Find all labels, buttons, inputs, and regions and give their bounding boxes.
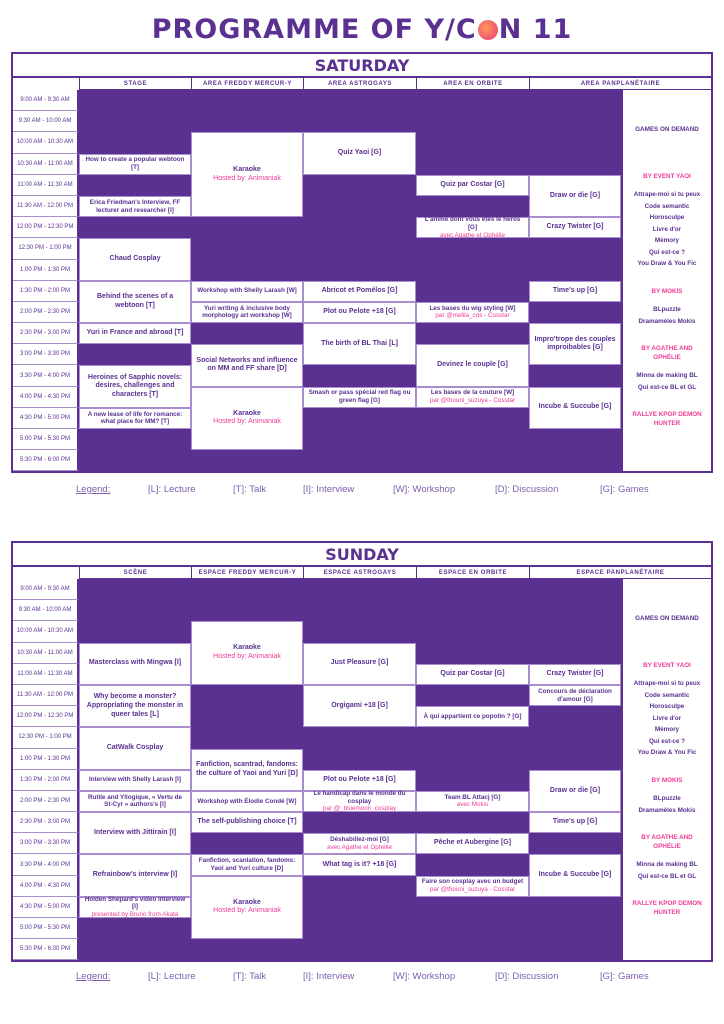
event-block	[416, 217, 529, 238]
event-title: Refrainbow's interview [I]	[92, 871, 178, 879]
time-slot: 10:30 AM - 11:00 AM	[13, 643, 79, 664]
time-slot: 3:00 PM - 3:30 PM	[13, 833, 79, 854]
event-block	[79, 408, 191, 429]
brand-logo-a: Y/C	[424, 14, 477, 45]
time-slot: 5:00 PM - 5:30 PM	[13, 918, 79, 939]
saturday-schedule	[11, 52, 713, 473]
games-item: BLpuzzle	[653, 306, 681, 313]
event-block	[416, 664, 529, 685]
event-title: Plot ou Pelote +18 [G]	[323, 775, 396, 783]
event-title: Quiz par Costar [G]	[440, 669, 505, 677]
games-item: Dramamèles Mokis	[638, 317, 696, 325]
time-slot: 5:30 PM - 6:00 PM	[13, 450, 79, 471]
games-item: Minna de making BL	[636, 372, 698, 379]
event-block	[529, 281, 621, 302]
legend-item: [W]: Workshop	[393, 484, 456, 495]
games-heading: GAMES ON DEMAND	[635, 615, 699, 622]
games-item: Livre d'or	[652, 714, 682, 722]
event-title: What tag is it? +18 [G]	[322, 860, 397, 868]
event-block	[79, 154, 191, 175]
legend-item: [T]: Talk	[233, 484, 267, 495]
games-item: Code semantic	[644, 691, 690, 699]
time-slot: 10:00 AM - 10:30 AM	[13, 132, 79, 153]
games-group-title: RALLYE KPOP DEMON HUNTER	[632, 900, 702, 916]
event-title: Orgigami +18 [G]	[331, 701, 388, 709]
games-item: Qui est-ce BL et GL	[637, 383, 697, 391]
event-title: L'anime dont vous êtes le héros [G]	[424, 215, 521, 231]
event-block	[303, 302, 416, 323]
event-title: Quiz Yaoi [G]	[337, 149, 382, 157]
event-title: Workshop with Sheily Larash [W]	[197, 287, 297, 295]
time-slot: 4:30 PM - 5:00 PM	[13, 897, 79, 918]
event-title: Chaud Cosplay	[109, 255, 161, 263]
event-block	[416, 833, 529, 854]
event-host: Hosted by: Animaniak	[213, 907, 281, 915]
page-title	[0, 14, 724, 45]
event-title: Incube & Succube [G]	[538, 403, 612, 411]
event-title: Interview with Jittirain [I]	[93, 828, 177, 836]
event-block	[303, 833, 416, 854]
event-block	[416, 387, 529, 408]
event-host: par @_bluemoon_cosplay	[322, 805, 397, 813]
event-block	[191, 791, 303, 812]
event-block	[303, 643, 416, 685]
event-title: Fanfiction, scantrad, fandoms: the culture of Yaoi and Yuri [D]	[196, 760, 298, 777]
games-item: Minna de making BL	[636, 861, 698, 868]
event-block	[529, 323, 621, 365]
event-block	[79, 238, 191, 280]
event-block	[303, 323, 416, 365]
event-block	[529, 685, 621, 706]
event-title: Time's up [G]	[552, 818, 598, 826]
event-title: Erica Friedman's Interview, FF lecturer and researcher [I]	[89, 198, 181, 214]
event-block	[529, 387, 621, 429]
legend-item: [T]: Talk	[233, 971, 267, 982]
time-slot: 9:00 AM - 9:30 AM	[13, 579, 79, 600]
schedule-grid	[13, 78, 711, 471]
games-group-title: BY MOKIS	[651, 776, 683, 784]
time-slot: 4:00 PM - 4:30 PM	[13, 387, 79, 408]
event-title: Faire son cosplay avec un budget	[421, 878, 524, 886]
games-on-demand-panel	[621, 90, 711, 471]
event-title: Incube & Succube [G]	[538, 871, 612, 879]
event-title: Quiz par Costar [G]	[440, 180, 505, 188]
event-block	[303, 387, 416, 408]
time-slot: 12:00 PM - 12:30 PM	[13, 706, 79, 727]
time-slot: 9:00 AM - 9:30 AM	[13, 90, 79, 111]
time-slot: 2:30 PM - 3:00 PM	[13, 323, 79, 344]
event-title: Les bases de la couture [W]	[430, 389, 515, 397]
event-host: avec Agathe et Ophélie	[326, 843, 393, 851]
column-header: AREA FREDDY MERCUR-Y	[191, 78, 303, 90]
event-block	[191, 876, 303, 940]
event-title: Pêche et Aubergine [G]	[433, 839, 512, 847]
event-block	[79, 770, 191, 791]
title-text: PROGRAMME OF	[151, 14, 425, 45]
event-host: par @melila_cos - Cosstar	[435, 312, 510, 320]
event-block	[529, 812, 621, 833]
event-title: Why become a monster? Appropriating the monster in queer tales [L]	[86, 693, 184, 718]
games-item: Code semantic	[644, 202, 690, 210]
event-block	[191, 281, 303, 302]
event-title: Crazy Twister [G]	[546, 223, 604, 231]
event-block	[191, 344, 303, 386]
event-block	[191, 302, 303, 323]
peach-icon	[478, 20, 498, 40]
event-title: Behind the scenes of a webtoon [T]	[96, 293, 174, 309]
column-header: ESPACE PANPLANÉTAIRE	[529, 567, 711, 579]
time-slot: 4:00 PM - 4:30 PM	[13, 876, 79, 897]
event-block	[303, 770, 416, 791]
event-block	[79, 791, 191, 812]
column-header: ESPACE ASTROGAYS	[303, 567, 416, 579]
event-host: par @thouni_suzuya - Cosstar	[429, 886, 516, 894]
games-item: Qui est-ce ?	[648, 248, 686, 256]
event-block	[79, 854, 191, 896]
event-block	[79, 897, 191, 918]
legend-item: [G]: Games	[600, 971, 649, 982]
event-title: Les bases du wig styling [W]	[429, 304, 516, 312]
time-slot: 11:00 AM - 11:30 AM	[13, 664, 79, 685]
event-block	[416, 175, 529, 196]
event-block	[416, 876, 529, 897]
event-title: Devinez le couple [G]	[437, 361, 508, 369]
time-slot: 11:30 AM - 12:00 PM	[13, 685, 79, 706]
event-block	[303, 132, 416, 174]
event-title: Social Networks and influence on MM and FF share [D]	[196, 356, 298, 373]
games-item: Horosculpe	[649, 703, 685, 710]
event-title: Karaoke	[233, 644, 261, 652]
games-item: Dramamèles Mokis	[638, 806, 696, 814]
legend	[0, 484, 724, 498]
event-block	[79, 643, 191, 685]
event-title: Interview with Shelly Larash [I]	[88, 776, 182, 784]
event-block	[416, 791, 529, 812]
event-host: avec Agathe et Ophélie	[439, 231, 506, 239]
event-title: Karaoke	[233, 409, 261, 417]
legend-item: [L]: Lecture	[148, 971, 196, 982]
games-group-title: BY EVENT YAOI	[643, 661, 691, 669]
event-title: Le handicap dans le monde du cosplay	[313, 789, 406, 805]
legend-item: [L]: Lecture	[148, 484, 196, 495]
event-title: Abricot et Pomélos [G]	[321, 286, 398, 294]
event-title: Impro'trope des couples improibables [G]	[534, 335, 616, 352]
column-header: AREA PANPLANÉTAIRE	[529, 78, 711, 90]
games-item: Livre d'or	[652, 225, 682, 233]
time-slot: 3:00 PM - 3:30 PM	[13, 344, 79, 365]
event-title: Fanfiction, scanlation, fandoms: Yaoi and Yuri culture [D]	[198, 857, 296, 873]
event-block	[79, 685, 191, 727]
time-slot: 2:00 PM - 2:30 PM	[13, 302, 79, 323]
event-title: À qui appartient ce popotin ? [G]	[423, 712, 522, 720]
event-host: par @thouni_suzuya - Cosstar	[429, 397, 516, 405]
event-host: avec Mokis	[456, 801, 489, 809]
event-block	[191, 812, 303, 833]
event-block	[191, 749, 303, 791]
time-slot: 11:00 AM - 11:30 AM	[13, 175, 79, 196]
schedule-grid	[13, 567, 711, 960]
games-item: BLpuzzle	[653, 795, 681, 802]
legend-item: [G]: Games	[600, 484, 649, 495]
event-title: Masterclass with Mingwa [I]	[88, 659, 182, 667]
event-title: Workshop with Élodie Condé [W]	[197, 797, 297, 805]
games-item: Mémory	[654, 726, 680, 733]
event-block	[529, 175, 621, 217]
games-on-demand-panel	[621, 579, 711, 960]
time-slot: 1:00 PM - 1:30 PM	[13, 749, 79, 770]
time-slot: 9:30 AM - 10:00 AM	[13, 111, 79, 132]
event-block	[79, 323, 191, 344]
event-title: Draw or die [G]	[549, 786, 601, 794]
event-host: presented by Bruno from Akata	[91, 911, 179, 919]
games-group-title: BY AGATHE AND OPHÉLIE	[641, 834, 693, 850]
time-slot: 12:30 PM - 1:00 PM	[13, 727, 79, 748]
event-title: Karaoke	[233, 166, 261, 173]
event-title: Just Pleasure [G]	[330, 659, 389, 667]
event-host: Hosted by: Animaniak	[213, 174, 281, 182]
event-block	[416, 706, 529, 727]
event-block	[529, 217, 621, 238]
games-item: You Draw & You Fic	[637, 749, 697, 756]
event-title: Smash or pass spécial red flag ou green flag [G]	[308, 389, 411, 405]
event-title: CatWalk Cosplay	[106, 744, 164, 752]
time-slot: 12:00 PM - 12:30 PM	[13, 217, 79, 238]
time-slot: 1:30 PM - 2:00 PM	[13, 770, 79, 791]
event-title: How to create a popular webtoon [T]	[85, 156, 185, 172]
day-title: SATURDAY	[13, 54, 711, 78]
column-header: AREA ASTROGAYS	[303, 78, 416, 90]
games-group-title: BY AGATHE AND OPHÉLIE	[641, 345, 693, 361]
event-block	[303, 685, 416, 727]
time-slot: 12:30 PM - 1:00 PM	[13, 238, 79, 259]
event-block	[529, 854, 621, 896]
games-group-title: BY EVENT YAOI	[643, 172, 691, 180]
event-block	[416, 302, 529, 323]
event-title: Yuri in France and abroad [T]	[86, 329, 184, 337]
event-block	[303, 854, 416, 875]
time-slot: 9:30 AM - 10:00 AM	[13, 600, 79, 621]
event-host: Hosted by: Animaniak	[213, 653, 281, 661]
games-item: Qui est-ce BL et GL	[637, 872, 697, 880]
time-slot: 10:00 AM - 10:30 AM	[13, 621, 79, 642]
event-title: A new lease of life for romance: what place for MM? [T]	[87, 410, 183, 426]
event-block	[191, 854, 303, 875]
column-header: AREA EN ORBITE	[416, 78, 529, 90]
time-slot: 4:30 PM - 5:00 PM	[13, 408, 79, 429]
column-header: STAGE	[79, 78, 191, 90]
legend-item: [D]: Discussion	[495, 971, 559, 982]
event-block	[79, 727, 191, 769]
time-slot: 1:30 PM - 2:00 PM	[13, 281, 79, 302]
column-header: ESPACE FREDDY MERCUR-Y	[191, 567, 303, 579]
event-block	[191, 621, 303, 685]
column-header: SCÈNE	[79, 567, 191, 579]
event-block	[303, 281, 416, 302]
day-title: SUNDAY	[13, 543, 711, 567]
event-title: The self-publishing choice [T]	[197, 818, 297, 826]
legend-item: [D]: Discussion	[495, 484, 559, 495]
legend-item: [I]: Interview	[303, 484, 355, 495]
games-item: Horosculpe	[649, 214, 685, 221]
sunday-schedule	[11, 541, 713, 962]
games-group-title: RALLYE KPOP DEMON HUNTER	[632, 411, 702, 427]
games-item: Attrape-moi si tu peux	[633, 191, 701, 198]
event-block	[79, 196, 191, 217]
time-slot: 1:00 PM - 1:30 PM	[13, 260, 79, 281]
games-item: You Draw & You Fic	[637, 260, 697, 267]
event-title: Yuri writing & inclusive body morphology art workshop [W]	[202, 304, 292, 320]
event-title: Crazy Twister [G]	[546, 669, 604, 677]
time-slot: 10:30 AM - 11:00 AM	[13, 154, 79, 175]
event-title: Holden Shepard's video interview [I]	[84, 895, 186, 911]
time-slot: 3:30 PM - 4:00 PM	[13, 854, 79, 875]
games-item: Mémory	[654, 237, 680, 244]
games-item: Qui est-ce ?	[648, 737, 686, 745]
event-title: Time's up [G]	[552, 286, 598, 294]
time-slot: 2:00 PM - 2:30 PM	[13, 791, 79, 812]
event-block	[529, 664, 621, 685]
time-slot: 11:30 AM - 12:00 PM	[13, 196, 79, 217]
event-title: Heroines of Sapphic novels: desires, challenges and characters [T]	[87, 373, 183, 398]
time-slot: 2:30 PM - 3:00 PM	[13, 812, 79, 833]
event-block	[303, 791, 416, 812]
event-title: Draw or die [G]	[549, 191, 601, 199]
legend-item: [W]: Workshop	[393, 971, 456, 982]
event-title: Concours de déclaration d'amour [G]	[538, 687, 612, 703]
event-block	[79, 812, 191, 854]
event-block	[191, 132, 303, 217]
event-block	[79, 281, 191, 323]
event-block	[191, 387, 303, 451]
games-heading: GAMES ON DEMAND	[635, 126, 699, 133]
column-header: ESPACE EN ORBITE	[416, 567, 529, 579]
games-item: Attrape-moi si tu peux	[633, 680, 701, 687]
event-host: Hosted by: Animaniak	[213, 418, 281, 426]
legend-label: Legend:	[76, 971, 111, 982]
event-title: Plot ou Pelote +18 [G]	[323, 308, 396, 316]
event-block	[79, 365, 191, 407]
event-title: Karaoke	[233, 898, 261, 906]
event-block	[416, 344, 529, 386]
time-slot: 5:00 PM - 5:30 PM	[13, 429, 79, 450]
time-slot: 5:30 PM - 6:00 PM	[13, 939, 79, 960]
games-group-title: BY MOKIS	[651, 287, 683, 295]
event-title: The birth of BL Thai [L]	[321, 339, 398, 347]
event-block	[529, 770, 621, 812]
event-title: Team BL Attacj [G]	[444, 793, 501, 801]
legend-item: [I]: Interview	[303, 971, 355, 982]
legend	[0, 971, 724, 985]
legend-label: Legend:	[76, 484, 111, 495]
event-title: Rutile and Yllogique, « Vertu de St-Cyr » authors's [I]	[87, 793, 182, 809]
event-title: Déshabillez-moi [G]	[330, 835, 389, 843]
brand-logo-b: N 11	[498, 14, 573, 45]
time-slot: 3:30 PM - 4:00 PM	[13, 365, 79, 386]
